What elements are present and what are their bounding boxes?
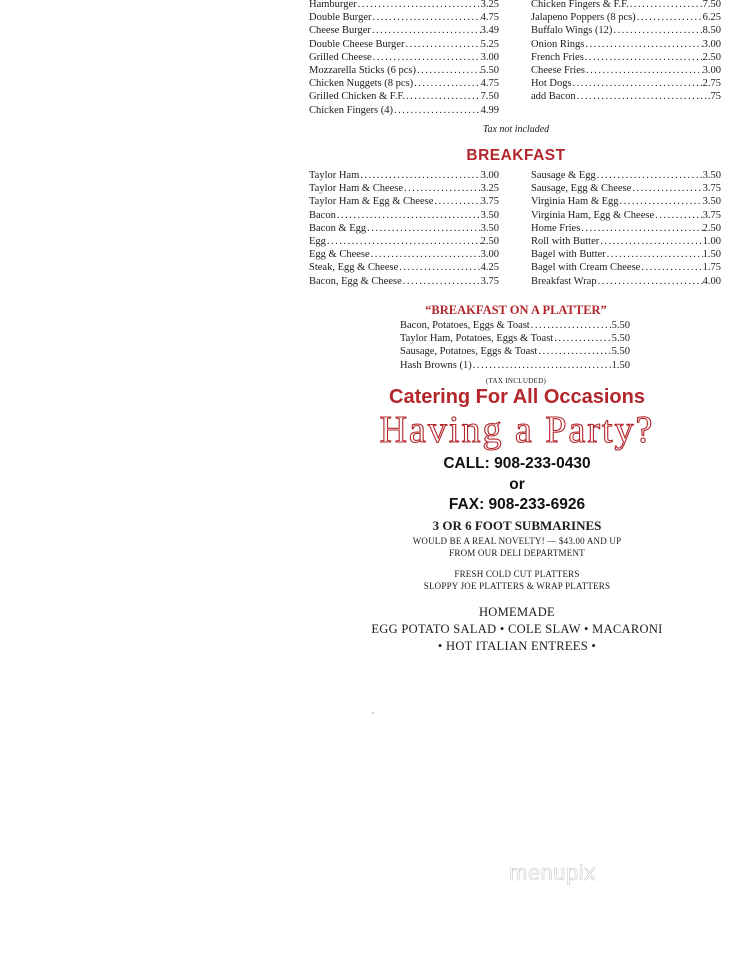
dot-leader — [640, 262, 702, 273]
dot-leader — [326, 236, 481, 247]
dot-leader — [357, 0, 481, 10]
item-name: Egg & Cheese — [309, 249, 370, 261]
dot-leader — [636, 12, 703, 23]
lunch-menu-item — [531, 91, 721, 104]
breakfast-menu-item — [309, 210, 499, 223]
item-name: Double Burger — [309, 12, 372, 24]
item-price: 5.50 — [611, 333, 630, 345]
item-price: 2.50 — [702, 222, 721, 234]
dot-leader — [580, 223, 702, 234]
novelty-text — [330, 536, 704, 559]
menupix-watermark: menupix — [509, 860, 596, 885]
breakfast-menu-item — [531, 276, 721, 289]
item-price: 3.75 — [702, 183, 721, 195]
lunch-menu-item — [531, 0, 721, 12]
item-price: 8.50 — [702, 25, 721, 37]
breakfast-menu-item — [531, 262, 721, 275]
item-price: 2.50 — [480, 235, 499, 247]
item-name: Virginia Ham & Egg — [531, 196, 619, 208]
dot-leader — [572, 78, 703, 89]
platter-list — [400, 320, 630, 373]
item-name: Grilled Chicken & F.F. — [309, 91, 406, 103]
item-name: Taylor Ham & Cheese — [309, 183, 404, 195]
breakfast-menu-item — [531, 210, 721, 223]
lunch-menu-item — [531, 52, 721, 65]
breakfast-menu-item — [309, 262, 499, 275]
item-name: Bacon — [309, 209, 336, 221]
scan-speck — [372, 712, 374, 714]
breakfast-menu-item — [531, 196, 721, 209]
lunch-menu-item — [309, 0, 499, 12]
item-name: Steak, Egg & Cheese — [309, 262, 399, 274]
dot-leader — [612, 25, 702, 36]
item-price: 4.00 — [702, 275, 721, 287]
dot-leader — [393, 105, 481, 116]
item-name: Virginia Ham, Egg & Cheese — [531, 209, 655, 221]
lunch-right-column — [531, 0, 721, 105]
submarines-line: 3 OR 6 FOOT SUBMARINES — [432, 518, 602, 533]
lunch-menu-item — [309, 78, 499, 91]
or-text: or — [509, 476, 525, 493]
breakfast-menu-item — [531, 236, 721, 249]
novelty-line: FROM OUR DELI DEPARTMENT — [449, 547, 585, 558]
dot-leader — [619, 196, 703, 207]
novelty-line: WOULD BE A REAL NOVELTY! — $43.00 AND UP — [412, 536, 622, 546]
item-price: 3.00 — [480, 170, 499, 181]
lunch-menu-item — [309, 12, 499, 25]
dot-leader — [537, 346, 611, 357]
homemade-items: • HOT ITALIAN ENTREES • — [437, 639, 597, 653]
item-name: Chicken Fingers & F.F. — [531, 0, 629, 10]
item-price: 3.49 — [480, 25, 499, 37]
item-price: 3.00 — [702, 64, 721, 76]
item-name: Cheese Fries — [531, 64, 585, 76]
item-name: Double Cheese Burger — [309, 38, 405, 50]
breakfast-right-column — [531, 170, 721, 289]
call-phone: CALL: 908-233-0430 — [443, 455, 591, 472]
lunch-menu-item — [309, 91, 499, 104]
lunch-menu-item — [531, 39, 721, 52]
lunch-menu-item — [309, 25, 499, 38]
lunch-menu-item — [309, 65, 499, 78]
platter-menu-item — [400, 346, 630, 359]
dot-leader — [403, 183, 481, 194]
item-price: 1.50 — [702, 249, 721, 261]
dot-leader — [405, 91, 481, 102]
dot-leader — [402, 276, 481, 287]
item-price: 3.00 — [480, 249, 499, 261]
item-price: 3.75 — [480, 196, 499, 208]
dot-leader — [366, 223, 480, 234]
homemade-items: EGG POTATO SALAD • COLE SLAW • MACARONI — [371, 622, 663, 636]
item-price: 4.99 — [480, 104, 499, 116]
item-name: Bacon & Egg — [309, 222, 367, 234]
dot-leader — [596, 170, 703, 181]
dot-leader — [629, 0, 703, 10]
item-name: Home Fries — [531, 222, 581, 234]
item-name: Sausage, Potatoes, Eggs & Toast — [400, 346, 538, 358]
item-price: 7.50 — [702, 0, 721, 10]
dot-leader — [413, 78, 481, 89]
item-name: Cheese Burger — [309, 25, 371, 37]
item-price: 5.50 — [480, 64, 499, 76]
platter-tax-note: (TAX INCLUDED) — [485, 377, 547, 385]
item-price: 1.00 — [702, 235, 721, 247]
item-price: 4.75 — [480, 12, 499, 24]
platters-text — [330, 569, 704, 592]
lunch-menu-item — [531, 12, 721, 25]
item-price: 2.75 — [702, 78, 721, 90]
breakfast-menu-item — [309, 196, 499, 209]
dot-leader — [553, 333, 611, 344]
item-price: 3.00 — [480, 51, 499, 63]
item-name: Hamburger — [309, 0, 357, 10]
item-price: 3.75 — [702, 209, 721, 221]
dot-leader — [370, 249, 481, 260]
item-price: 3.00 — [702, 38, 721, 50]
item-name: Hot Dogs — [531, 78, 572, 90]
platter-heading: “BREAKFAST ON A PLATTER” — [425, 303, 607, 317]
platters-line: FRESH COLD CUT PLATTERS — [454, 569, 580, 579]
lunch-menu-item — [309, 105, 499, 118]
breakfast-menu-item — [531, 183, 721, 196]
item-name: Bagel with Cream Cheese — [531, 262, 641, 274]
item-price: 1.75 — [702, 262, 721, 274]
item-name: Onion Rings — [531, 38, 585, 50]
item-price: 3.50 — [480, 222, 499, 234]
item-name: Egg — [309, 235, 326, 247]
item-price: 3.25 — [480, 0, 499, 10]
dot-leader — [371, 25, 481, 36]
dot-leader — [359, 170, 480, 181]
item-price: 1.50 — [611, 359, 630, 371]
lunch-menu-item — [309, 39, 499, 52]
dot-leader — [576, 91, 708, 102]
dot-leader — [336, 210, 481, 221]
item-name: Bacon, Egg & Cheese — [309, 275, 402, 287]
breakfast-menu-item — [309, 236, 499, 249]
item-name: Taylor Ham — [309, 170, 360, 181]
dot-leader — [584, 39, 702, 50]
item-price: .75 — [707, 91, 721, 103]
platter-menu-item — [400, 320, 630, 333]
item-name: Taylor Ham & Egg & Cheese — [309, 196, 434, 208]
breakfast-menu-item — [531, 249, 721, 262]
item-price: 4.25 — [480, 262, 499, 274]
breakfast-menu-item — [309, 249, 499, 262]
platter-menu-item — [400, 333, 630, 346]
lunch-left-column — [309, 0, 499, 118]
party-tagline: Having a Party? — [379, 409, 655, 451]
item-price: 3.75 — [480, 275, 499, 287]
homemade-title: HOMEMADE — [478, 605, 555, 619]
catering-heading: Catering For All Occasions — [389, 386, 645, 408]
dot-leader — [530, 320, 612, 331]
dot-leader — [606, 249, 703, 260]
homemade-text — [330, 604, 704, 655]
lunch-menu-item — [531, 25, 721, 38]
item-price: 5.25 — [480, 38, 499, 50]
item-name: Sausage & Egg — [531, 170, 596, 181]
item-name: Grilled Cheese — [309, 51, 372, 63]
lunch-menu-item — [309, 52, 499, 65]
breakfast-menu-item — [531, 170, 721, 183]
breakfast-heading: BREAKFAST — [466, 147, 566, 164]
dot-leader — [372, 52, 481, 63]
item-name: Buffalo Wings (12) — [531, 25, 613, 37]
dot-leader — [584, 52, 703, 63]
platters-line: SLOPPY JOE PLATTERS & WRAP PLATTERS — [423, 580, 611, 591]
item-price: 4.75 — [480, 78, 499, 90]
item-name: Bagel with Butter — [531, 249, 606, 261]
breakfast-menu-item — [309, 276, 499, 289]
fax-number: FAX: 908-233-6926 — [448, 496, 586, 513]
dot-leader — [372, 12, 481, 23]
item-price: 3.50 — [702, 170, 721, 181]
breakfast-menu-item — [309, 170, 499, 183]
dot-leader — [585, 65, 703, 76]
item-price: 3.50 — [480, 209, 499, 221]
dot-leader — [416, 65, 481, 76]
item-price: 7.50 — [480, 91, 499, 103]
item-name: Breakfast Wrap — [531, 275, 597, 287]
item-name: Hash Browns (1) — [400, 359, 472, 371]
item-name: Sausage, Egg & Cheese — [531, 183, 632, 195]
item-name: Jalapeno Poppers (8 pcs) — [531, 12, 636, 24]
item-price: 3.25 — [480, 183, 499, 195]
platter-menu-item — [400, 360, 630, 373]
item-name: French Fries — [531, 51, 584, 63]
dot-leader — [433, 196, 480, 207]
item-name: Chicken Nuggets (8 pcs) — [309, 78, 414, 90]
lunch-tax-note: Tax not included — [482, 124, 550, 135]
item-price: 3.50 — [702, 196, 721, 208]
item-price: 5.50 — [611, 320, 630, 331]
breakfast-menu-item — [309, 183, 499, 196]
item-name: Roll with Butter — [531, 235, 600, 247]
item-price: 2.50 — [702, 51, 721, 63]
breakfast-menu-item — [309, 223, 499, 236]
lunch-menu-item — [531, 78, 721, 91]
item-name: Mozzarella Sticks (6 pcs) — [309, 64, 417, 76]
item-name: Chicken Fingers (4) — [309, 104, 393, 116]
lunch-menu-item — [531, 65, 721, 78]
dot-leader — [597, 276, 703, 287]
breakfast-menu-item — [531, 223, 721, 236]
item-name: Taylor Ham, Potatoes, Eggs & Toast — [400, 333, 554, 345]
item-price: 5.50 — [611, 346, 630, 358]
item-name: Bacon, Potatoes, Eggs & Toast — [400, 320, 530, 331]
dot-leader — [631, 183, 702, 194]
dot-leader — [599, 236, 702, 247]
dot-leader — [398, 262, 480, 273]
item-name: add Bacon — [531, 91, 576, 103]
dot-leader — [404, 39, 480, 50]
breakfast-left-column — [309, 170, 499, 289]
item-price: 6.25 — [702, 12, 721, 24]
dot-leader — [654, 210, 703, 221]
dot-leader — [472, 360, 612, 371]
